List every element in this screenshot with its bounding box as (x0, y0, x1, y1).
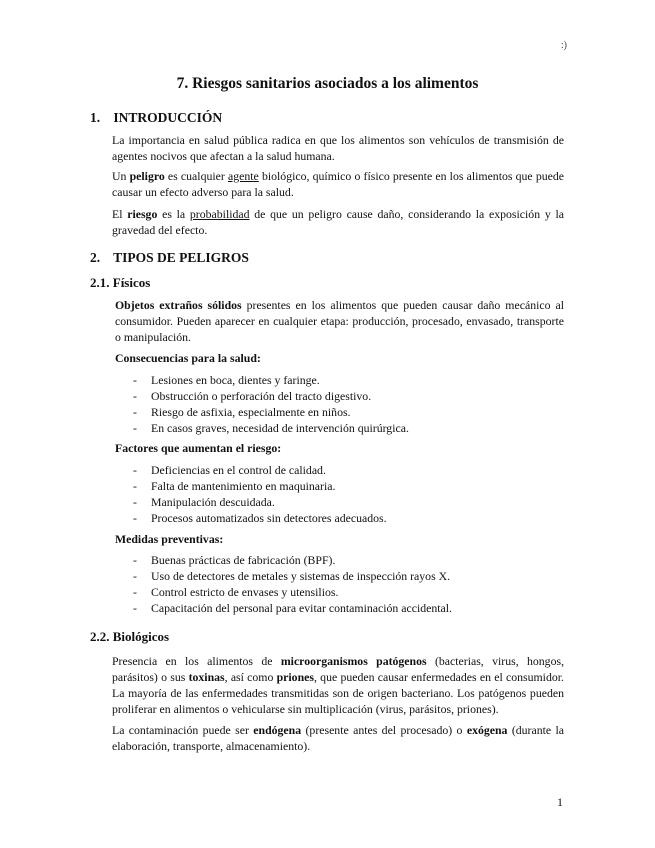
text-run: es la (157, 207, 190, 221)
biologicos-paragraph-2 (112, 722, 564, 754)
factors-list (115, 462, 387, 526)
section-1-heading (90, 110, 222, 126)
section-2-number: 2. (90, 250, 101, 265)
list-item: - Uso de detectores de metales y sistemas de inspección rayos X. (133, 569, 451, 583)
term-endogena: endógena (253, 723, 302, 737)
text-run: (presente antes del procesado) o (301, 723, 467, 737)
term-microorganismos: microorganismos patógenos (280, 654, 427, 668)
term-exogena: exógena (466, 723, 508, 737)
term-peligro: peligro (129, 169, 165, 183)
text-run: (durante la elaboración, transporte, almacenamiento). (112, 723, 565, 753)
term-probabilidad: probabilidad (189, 207, 250, 221)
section-1-number: 1. (90, 110, 101, 125)
text-run: , así como (224, 670, 277, 684)
list-item: - Obstrucción o perforación del tracto digestivo. (133, 389, 372, 403)
list-item-text: En casos graves, necesidad de intervención quirúrgica. (151, 421, 409, 435)
list-item: - Deficiencias en el control de calidad. (133, 463, 326, 477)
list-item-text: Riesgo de asfixia, especialmente en niños. (151, 405, 351, 419)
term-priones: priones (276, 670, 314, 684)
list-item-text: Obstrucción o perforación del tracto digestivo. (151, 389, 372, 403)
text-run: Presencia en los alimentos de (112, 654, 281, 668)
list-item: - Procesos automatizados sin detectores adecuados. (133, 511, 387, 525)
text-run: (bacterias, virus, hongos, parásitos) o sus (112, 654, 565, 684)
list-item: - Lesiones en boca, dientes y faringe. (133, 373, 320, 387)
text-run: , que pueden causar enfermedades en el consumidor. La mayoría de las enfermedades transmitidas son de origen bacteriano. Los patógenos pueden proliferar en alimentos o vehicularse sin multiplicación (virus, parásitos, priones). (112, 670, 564, 716)
text-run: de que un peligro cause daño, considerando la exposición y la gravedad del efecto. (112, 207, 564, 237)
list-item-text: Capacitación del personal para evitar contaminación accidental. (151, 601, 453, 615)
list-item-text: Buenas prácticas de fabricación (BPF). (151, 553, 336, 567)
measures-list (115, 552, 452, 616)
text-run: El (112, 207, 128, 221)
list-item: - Buenas prácticas de fabricación (BPF). (133, 553, 336, 567)
corner-mark: :) (560, 40, 567, 51)
list-item: - En casos graves, necesidad de intervención quirúrgica. (133, 421, 409, 435)
biologicos-paragraph-1 (112, 653, 564, 717)
consequences-label: Consecuencias para la salud: (115, 351, 261, 365)
text-run: biológico, químico o físico presente en los alimentos que puede causar un efecto adverso para la salud. (112, 169, 565, 199)
text-run: es cualquier (164, 169, 228, 183)
list-item-text: Manipulación descuidada. (151, 495, 275, 509)
intro-paragraph-2 (112, 168, 564, 200)
subsection-fisicos-heading: 2.1. Físicos (90, 275, 151, 290)
term-objetos-extranos: Objetos extraños sólidos (115, 298, 242, 312)
term-agente: agente (227, 169, 259, 183)
fisicos-intro-paragraph (115, 297, 564, 345)
list-item: - Falta de mantenimiento en maquinaria. (133, 479, 336, 493)
factors-label: Factores que aumentan el riesgo: (115, 441, 282, 455)
text-run: presentes en los alimentos que pueden causar daño mecánico al consumidor. Pueden aparecer en cualquier etapa: producción, procesado, envasado, transporte o manipulación. (115, 298, 564, 344)
subsection-biologicos-heading: 2.2. Biológicos (90, 629, 170, 644)
list-item-text: Falta de mantenimiento en maquinaria. (151, 479, 336, 493)
text-run: Un (112, 169, 130, 183)
list-item-text: Uso de detectores de metales y sistemas de inspección rayos X. (151, 569, 451, 583)
list-item-text: Control estricto de envases y utensilios. (151, 585, 339, 599)
section-2-title: TIPOS DE PELIGROS (113, 250, 249, 265)
list-item-text: Procesos automatizados sin detectores adecuados. (151, 511, 387, 525)
intro-paragraph-1: La importancia en salud pública radica en que los alimentos son vehículos de transmisión de agentes nocivos que afectan a la salud humana. (112, 133, 564, 163)
measures-label: Medidas preventivas: (115, 532, 224, 546)
list-item: - Control estricto de envases y utensilios. (133, 585, 339, 599)
term-riesgo: riesgo (127, 207, 158, 221)
term-toxinas: toxinas (188, 670, 225, 684)
page-number: 1 (557, 795, 563, 809)
list-item: - Manipulación descuidada. (133, 495, 275, 509)
list-item-text: Lesiones en boca, dientes y faringe. (151, 373, 320, 387)
list-item: - Capacitación del personal para evitar contaminación accidental. (133, 601, 453, 615)
text-run: La contaminación puede ser (112, 723, 254, 737)
section-1-title: INTRODUCCIÓN (113, 110, 223, 125)
list-item-text: Deficiencias en el control de calidad. (151, 463, 326, 477)
section-2-heading (90, 250, 249, 266)
intro-paragraph-3 (112, 206, 564, 238)
page-title: 7. Riesgos sanitarios asociados a los alimentos (176, 75, 479, 92)
list-item: - Riesgo de asfixia, especialmente en niños. (133, 405, 351, 419)
consequences-list (115, 372, 409, 436)
